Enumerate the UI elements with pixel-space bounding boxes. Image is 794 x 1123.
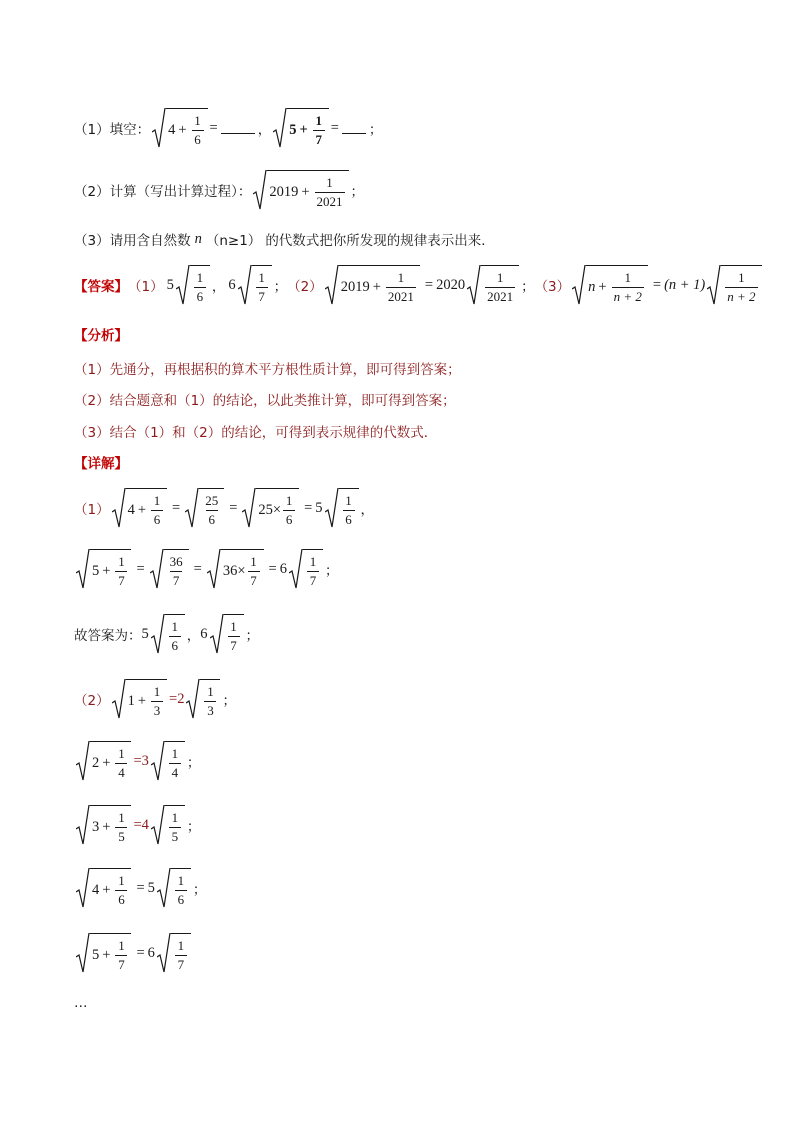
- radical: 2019 + $\frac{1}{2021}$: [325, 265, 420, 305]
- question-2: （2）计算（写出计算过程）： 2019 + $\frac{1}{2021}$ ；: [74, 170, 364, 210]
- q2-label: （2）计算（写出计算过程）：: [74, 184, 252, 200]
- detail-2-line-5: 5 + $\frac{1}{7}$ = 6 $\frac{1}{7}$: [74, 933, 193, 973]
- detail-1-line-2: 5 + $\frac{1}{7}$ = $\frac{36}{7}$ = 36× $\frac{1}{7}$ = 6 $\frac{1}{7}$ ；: [74, 549, 338, 589]
- detail-2-line-2: 2 + $\frac{1}{4}$ =3 $\frac{1}{4}$ ；: [74, 741, 200, 781]
- question-1: （1）填空： 4 + $\frac{1}{6}$ = ， 5 + $\frac{1}{7}$ = ；: [74, 108, 382, 148]
- ellipsis: …: [74, 995, 88, 1011]
- fraction: $\frac{1}{6}$: [192, 114, 204, 146]
- analysis-tag-line: [74, 324, 128, 344]
- radical: $\frac{1}{n + 2}$: [707, 265, 761, 305]
- analysis-line-1: （1）先通分，再根据积的算术平方根性质计算，即可得到答案；: [74, 362, 461, 378]
- radical: 4 + $\frac{1}{6}$: [152, 108, 207, 148]
- fraction: $\frac{1}{7}$: [313, 114, 325, 146]
- detail-1-line-1: （1） 4 + $\frac{1}{6}$ = $\frac{25}{6}$ = 25× $\frac{1}{6}$ = 5 $\frac{1}{6}$ ，: [74, 488, 374, 528]
- detail-answer-line: 故答案为： 5 $\frac{1}{6}$ ， 6 $\frac{1}{7}$ ；: [74, 614, 259, 654]
- question-3: （3）请用含自然数 n （n≥1） 的代数式把你所发现的规律表示出来．: [74, 230, 495, 249]
- answer-1: 5 $\frac{1}{6}$ ， 6 $\frac{1}{7}$: [164, 265, 274, 305]
- detail-2-line-1: （2） 1 + $\frac{1}{3}$ =2 $\frac{1}{3}$ ；: [74, 679, 236, 719]
- answer-blank[interactable]: [342, 123, 366, 134]
- answer-tag: 【答案】: [74, 279, 128, 295]
- radical: $\frac{1}{6}$: [176, 265, 210, 305]
- analysis-tag: 【分析】: [74, 328, 128, 344]
- answer-line: 【答案】 （1） 5 $\frac{1}{6}$ ， 6 $\frac{1}{7}$ ； （2） 2019 + $\frac{1}{2021}$ = 2020 $\frac{1}{2021}$ ； （3） n + $\frac{1}{n + 2}$ = (n + 1) $\frac{1}{n + 2}$: [74, 265, 764, 305]
- detail-tag-line: [74, 452, 128, 472]
- answer-3: n + $\frac{1}{n + 2}$ = (n + 1) $\frac{1}{n + 2}$: [570, 265, 763, 305]
- detail-2-line-3: 3 + $\frac{1}{5}$ =4 $\frac{1}{5}$ ；: [74, 805, 200, 845]
- detail-tag: 【详解】: [74, 456, 128, 472]
- q1-expr-b: 5 + $\frac{1}{7}$ =: [271, 108, 369, 148]
- fraction: $\frac{1}{2021}$: [316, 174, 343, 209]
- answer-2: 2019 + $\frac{1}{2021}$ = 2020 $\frac{1}{2021}$: [323, 265, 521, 305]
- detail-2-line-4: 4 + $\frac{1}{6}$ = 5 $\frac{1}{6}$ ；: [74, 868, 206, 908]
- q1-label: （1）填空：: [74, 122, 151, 138]
- radical: 2019 + $\frac{1}{2021}$: [253, 170, 348, 210]
- radical: $\frac{1}{7}$: [238, 265, 272, 305]
- q2-expr: [251, 170, 350, 210]
- analysis-line-3: （3）结合（1）和（2）的结论，可得到表示规律的代数式．: [74, 425, 438, 441]
- q1-expr-a: 4 + $\frac{1}{6}$ =: [150, 108, 258, 148]
- radical: 5 + $\frac{1}{7}$: [273, 108, 329, 148]
- radical: n + $\frac{1}{n + 2}$: [572, 265, 648, 305]
- radical: $\frac{1}{2021}$: [467, 265, 519, 305]
- analysis-line-2: （2）结合题意和（1）的结论，以此类推计算，即可得到答案；: [74, 393, 456, 409]
- answer-blank[interactable]: [221, 123, 255, 134]
